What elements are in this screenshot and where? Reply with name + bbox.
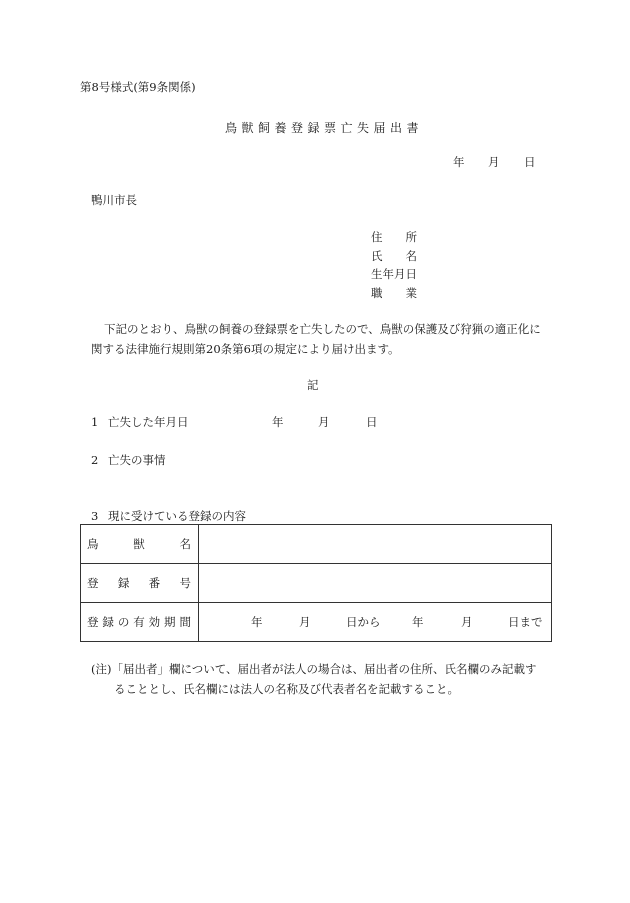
note-line-2: ることとし、氏名欄には法人の名称及び代表者名を記載すること。 [114,682,459,696]
validity-period [199,603,551,641]
label-char: 住 [371,230,383,244]
item1-label: 亡失した年月日 [108,415,189,429]
label-char: 間 [179,615,191,629]
period-to-month: 月 [461,615,473,629]
label-char: 業 [405,286,417,300]
label-char: 氏 [371,249,383,263]
item1-day: 日 [366,415,378,429]
bird-name-value-cell[interactable] [199,525,552,564]
note-line-1: (注)「届出者」欄について、届出者が法人の場合は、届出者の住所、氏名欄のみ記載す [91,662,537,676]
registration-number-label-cell [81,564,199,603]
label-char: 鳥 [87,537,99,551]
registration-number-value-cell[interactable] [199,564,552,603]
item1-year: 年 [272,415,284,429]
date-month: 月 [488,155,500,169]
label-char: 登 [87,576,99,590]
label-char: 号 [179,576,191,590]
item2-label: 亡失の事情 [108,453,166,467]
bird-name-label-cell [81,525,199,564]
label-char: 名 [179,537,191,551]
label-char: 期 [164,615,176,629]
date-day: 日 [524,155,536,169]
occupation-label-text [371,288,417,300]
body-line-1: 下記のとおり、鳥獣の飼養の登録票を亡失したので、鳥獣の保護及び狩猟の適正化に [104,322,541,336]
birthdate-label: 生年月日 [371,267,417,281]
period-to-day: 日まで [508,615,543,629]
table-row [81,564,552,603]
item3-label: 現に受けている登録の内容 [108,509,246,523]
period-to-year: 年 [412,615,424,629]
form-number: 第8号様式(第9条関係) [80,80,196,94]
label-char: 有 [133,615,145,629]
item3-number: 3 [91,509,99,523]
item1-month: 月 [318,415,330,429]
date-year: 年 [453,155,465,169]
label-char: 効 [148,615,161,629]
label-char: の [117,615,130,629]
body-line-2: 関する法律施行規則第20条第6項の規定により届け出ます。 [91,342,400,356]
page-title: 鳥獣飼養登録票亡失届出書 [225,121,424,135]
label-char: 番 [148,576,161,590]
label-char: 所 [405,230,417,244]
label-char: 獣 [133,537,145,551]
item1-number: 1 [91,415,99,429]
label-char: 登 [87,615,99,629]
validity-period-label-cell [81,603,199,642]
period-from-year: 年 [251,615,263,629]
address-label [371,232,417,244]
label-char: 名 [405,249,417,263]
address-label-text [371,232,417,244]
registration-number-label [81,575,198,591]
occupation-label [371,288,417,300]
ki-heading: 記 [307,378,319,392]
table-row [81,603,552,642]
registration-table [80,524,552,642]
addressee: 鴨川市長 [91,193,137,207]
name-label-text [371,251,417,263]
name-label [371,251,417,263]
validity-period-value-cell[interactable] [199,603,552,642]
item2-number: 2 [91,453,99,467]
validity-period-label [81,614,198,630]
label-char: 録 [102,615,114,629]
period-from-day: 日から [346,615,381,629]
label-char: 録 [117,576,130,590]
label-char: 職 [371,286,383,300]
table-row [81,525,552,564]
period-from-month: 月 [299,615,311,629]
bird-name-label [81,536,198,552]
